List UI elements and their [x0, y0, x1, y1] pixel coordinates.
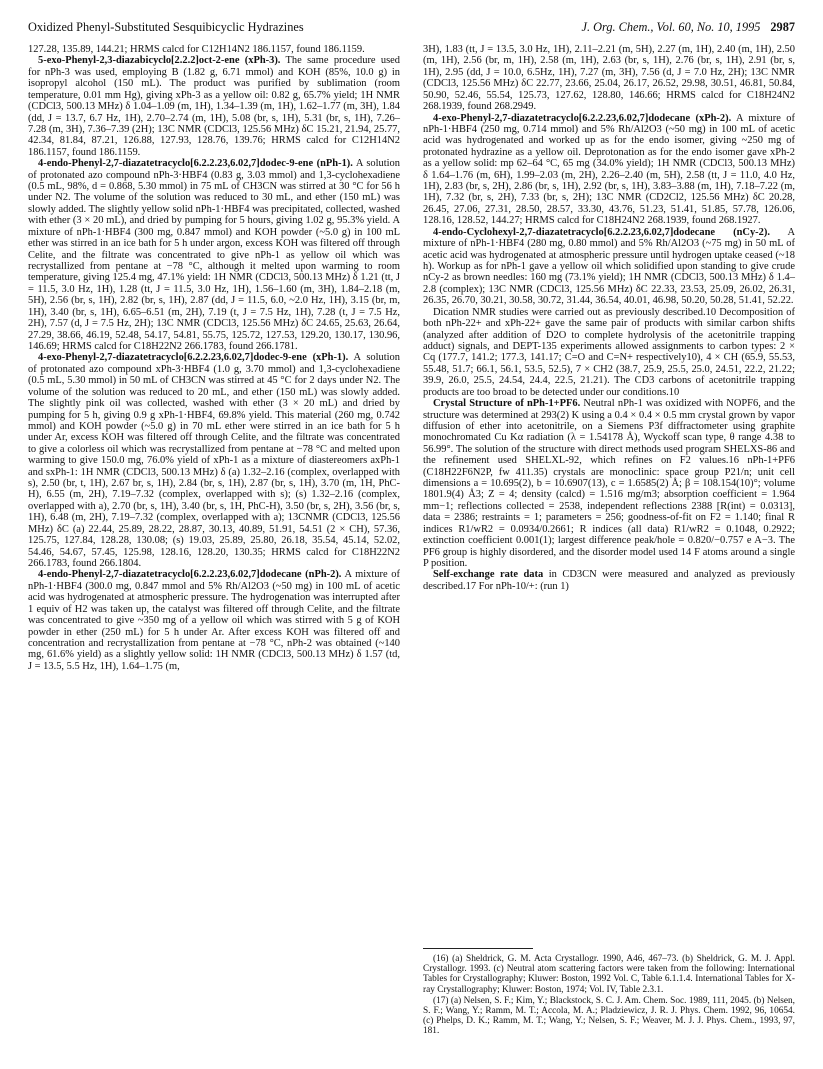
paragraph-heading: 4-endo-Phenyl-2,7-diazatetracyclo[6.2.2.23,6.02,7]dodecane (nPh-2).: [38, 569, 342, 581]
paragraph: [28, 55, 400, 158]
paragraph-text: 3H), 1.83 (tt, J = 13.5, 3.0 Hz, 1H), 2.11–2.21 (m, 5H), 2.27 (m, 1H), 2.40 (m, 1H), 2.50 (m, 1H), 2.56 (br, m, 1H), 2.58 (m, 1H), 2.63 (br, s, 1H), 2.76 (br, s, 1H), 2.91 (br, s, 1H), 2.95 (dd, J = 10.0, 6.5Hz, 1H), 7.27 (m, 3H), 7.56 (d, J = 7.0 Hz, 2H); 13C NMR (CDCl3, 125.56 MHz) δC 22.77, 23.66, 25.04, 26.17, 26.52, 29.98, 30.51, 46.81, 50.84, 50.90, 52.46, 55.54, 125.73, 127.62, 128.80, 146.66; HRMS calcd for C18H24N2 268.1939, found 268.2949.: [423, 44, 795, 113]
paragraph: [28, 158, 400, 352]
continued-paragraph: [423, 44, 795, 113]
paragraph-heading: 5-exo-Phenyl-2,3-diazabicyclo[2.2.2]oct-2-ene (xPh-3).: [38, 55, 281, 67]
journal-citation: [582, 20, 795, 35]
paragraph: [28, 569, 400, 672]
paragraph-text: A mixture of nPh-1·HBF4 (280 mg, 0.80 mmol) and 5% Rh/Al2O3 (~75 mg) in 50 mL of acetic acid was hydrogenated at atmospheric pressure until hydrogen uptake ceased (~18 h). Workup as for nPh-1 gave a yellow oil which solidified upon standing to give crude nCy-2 as brown needles: 160 mg (73.1% yield); 1H NMR (CDCl3, 500.13 MHz) δ 1.4–2.8 (complex); 13C NMR (CDCl3, 125.56 MHz) δC 22.33, 23.53, 25.09, 26.02, 26.31, 26.35, 26.70, 30.21, 30.58, 30.72, 31.44, 36.54, 40.01, 46.98, 50.20, 50.28, 51.41, 52.22.: [423, 226, 795, 307]
paragraph-text: A mixture of nPh-1·HBF4 (300.0 mg, 0.847 mmol and 5% Rh/Al2O3 (~50 mg) in 100 mL of acetic acid was hydrogenated at atmospheric pressure. The hydrogenation was interrupted after 1 equiv of H2 was taken up, the catalyst was filtered off through Celite, and the filtrate was concentrated to give ~350 mg of a yellow oil which was stirred with 5 g of KOH powder in ether (250 mL) for 5 h under Ar. After excess KOH was filtered off and concentration and recrystallization from pentane at −78 °C, nPh-2 was obtained (~140 mg, 61.6% yield) as a slightly yellow solid: 1H NMR (CDCl3, 500.13 MHz) δ 1.57 (td, J = 13.5, 5.5 Hz, 1H), 1.64–1.75 (m,: [28, 569, 400, 672]
paragraph: [423, 113, 795, 227]
paragraph: [28, 352, 400, 569]
paragraph-heading: Self-exchange rate data: [433, 569, 544, 581]
journal-name: J. Org. Chem., Vol. 60, No. 10, 1995: [581, 20, 761, 34]
footnote-rule: [423, 948, 533, 949]
paragraph-text: Neutral nPh-1 was oxidized with NOPF6, and the structure was determined at 293(2) K using a 0.4 × 0.4 × 0.5 mm crystal grown by vapor diffusion of ether into acetonitrile, on a Siemens P3f diffractometer using graphite monochromated Cu Kα radiation (λ = 1.54178 Å), Wyckoff scan type, θ range 4.38 to 56.99°. The solution of the structure with direct methods used program SHELXS-86 and the refinement used SHELXL-92, which refines on F2 values.16 nPh-1+PF6 (C18H22F6N2P, fw 411.35) crystals are monoclinic: space group P21/n; unit cell dimensions a = 10.695(2), b = 10.6907(13), c = 1.6585(2) Å; β = 108.154(10)°; volume 1801.9(4) Å3; Z = 4; density (calcd) = 1.516 mg/m3; absorption coefficient = 1.964 mm−1; reflections collected = 2538, independent reflections 2388 [R(int) = 0.0313], data = 2386; restraints = 1; parameters = 256; goodness-of-fit on F2 = 1.140; final R indices R1/wR2 = 0.0934/0.2661; R indices (all data) R1/wR2 = 0.1048, 0.2922; extinction coefficient 0.001(1); largest difference peak/hole = 0.820/−0.757 e A−3. The PF6 group is highly disordered, and the disorder model used 14 F atoms around a single P position.: [423, 398, 795, 569]
paragraph-heading: 4-endo-Phenyl-2,7-diazatetracyclo[6.2.2.23,6.02,7]dodec-9-ene (nPh-1).: [38, 158, 353, 170]
paragraph-heading: 4-exo-Phenyl-2,7-diazatetracyclo[6.2.2.23,6.02,7]dodecane (xPh-2).: [433, 112, 732, 124]
paragraph-text: Dication NMR studies were carried out as previously described.10 Decomposition of both nPh-22+ and xPh-22+ gave the same pair of products with similar carbon shifts (analyzed after addition of D2O to complete hydrolysis of the acetonitrile trapping adduct) signals, and DEPT-135 experiments allowed assignments to carbon types: 2 × Cq (177.7, 141.2; 177.3, 141.17; C=O and C=N+ respectively10), 4 × CH (65.9, 55.53, 55.48, 51.7; 66.1, 56.1, 53.5, 52.5), 7 × CH2 (38.7, 25.9, 25.5, 25.0, 24.51, 22.2, 21.22; 39.9, 26.0, 25.5, 24.54, 24.4, 22.5, 21.21). The CD3 carbons of acetonitrile trapping products are too broad to be detected under our conditions.10: [423, 306, 795, 398]
paragraph-text: A mixture of nPh-1·HBF4 (250 mg, 0.714 mmol) and 5% Rh/Al2O3 (~50 mg) in 100 mL of acetic acid was hydrogenated and worked up as for the endo isomer, giving ~250 mg of protonated hydrazine as a yellow oil. Deprotonation as for the endo isomer gave xPh-2 as a yellow solid: mp 62–64 °C, 65 mg (34.0% yield); 1H NMR (CDCl3, 500.13 MHz) δ 1.64–1.76 (m, 6H), 1.99–2.03 (m, 2H), 2.26–2.40 (m, 5H), 2.58 (tt, J = 11.0, 4.0 Hz, 1H), 2.83 (br, s, 2H), 2.86 (br, s, 1H), 2.92 (br, s, 1H), 3.83–3.88 (m, 1H), 7.18–7.22 (m, 1H), 7.32 (br, s, 2H), 7.33 (br, s, 2H); 13C NMR (CD2Cl2, 125.56 MHz) δC 20.28, 26.45, 27.06, 27.31, 28.50, 28.57, 33.30, 43.76, 51.23, 51.41, 51.85, 57.78, 126.06, 128.16, 128.52, 144.27; HRMS calcd for C18H24N2 268.1939, found 268.1927.: [423, 112, 795, 227]
paragraph: [423, 227, 795, 307]
paragraph-text: A solution of protonated azo compound xPh-3·HBF4 (1.0 g, 3.70 mmol) and 1,3-cyclohexadiene (0.5 mL, 5.30 mmol) in 50 mL of CH3CN was stirred at 45 °C for 2 days under N2. The volume of the solution was reduced to 20 mL, and ether (150 mL) was slowly added. The slightly pink oil was collected, washed with ether (3 × 20 mL) and dried by pumping for 5 h, giving 0.9 g xPh-1·HBF4, 69.8% yield. This material (260 mg, 0.742 mmol) and KOH powder (~5.0 g) in 70 mL ether were stirred in an ice bath for 5 h under Ar, excess KOH was filtered off through Celite, and the filtrate was concentrated to give a colorless oil which was recrystallized from pentane at −78 °C and melted upon warming to give 150.0 mg, 76.0% yield of xPh-1 as a mixture of diastereomers axPh-1 and sxPh-1: 1H NMR (CDCl3, 500.13 MHz) δ (a) 1.32–2.16 (complex, overlapped with s), 2.50 (br, t, 1H), 2.67 br, s, 1H), 2.84 (br, s, 1H), 2.87 (br, s, 1H), 3.70 (m, 1H, PhC-H), 6.55 (m, 2H), 7.19–7.32 (complex, overlapped with s); (s) 1.32–2.16 (complex, overlapped with a), 2.70 (br, s, 1H), 3.40 (br, s, 1H, PhC-H), 3.50 (br, s, 2H), 3.56 (br, s, 1H), 6.48 (m, 2H), 7.19–7.32 (complex, overlapped with a); 13CNMR (CDCl3, 125.56 MHz) δC (a) 22.44, 25.89, 28.22, 28.87, 30.13, 40.89, 51.91, 54.51 (2 × CH), 57.36, 125.75, 127.84, 128.28, 130.08; (s) 19.03, 25.89, 25.80, 26.18, 35.54, 45.14, 52.02, 54.46, 54.67, 57.45, 125.98, 128.16, 128.20, 130.35; HRMS calcd for C18H22N2 266.1783, found 266.1804.: [28, 352, 400, 569]
paragraph-text: in CD3CN were measured and analyzed as previously described.17 For nPh-10/+: (run 1): [423, 569, 796, 592]
footnote: (17) (a) Nelsen, S. F.; Kim, Y.; Blackstock, S. C. J. Am. Chem. Soc. 1989, 111, 2045. (b) Nelsen, S. F.; Wang, Y.; Ramm, M. T.; Accola, M. A.; Pladziewicz, J. R. J. Phys. Chem. 1992, 96, 10654. (c) Phelps, D. K.; Ramm, M. T.; Wang, Y.; Nelsen, S. F.; Weaver, M. J. J. Phys. Chem., 1993, 97, 181.: [423, 995, 795, 1037]
continued-paragraph: [28, 44, 400, 55]
right-column: [423, 44, 795, 592]
paragraph-text: The same procedure used for nPh-3 was used, employing B (1.82 g, 6.71 mmol) and KOH (85%, 10.0 g) in isopropyl alcohol (150 mL). The product was purified by sublimation (room temperature, 0.01 mm Hg), giving xPh-3 as a yellow oil: 0.82 g, 65.7% yield; 1H NMR (CDCl3, 500.13 MHz) δ 1.04–1.09 (m, 1H), 1.34–1.39 (m, 1H), 1.62–1.77 (m, 3H), 1.84 (dd, J = 13.7, 6.7 Hz, 1H), 2.70–2.74 (m, 1H), 5.08 (br, s, 1H), 5.31 (br, s, 1H), 7.26–7.28 (m, 3H), 7.36–7.39 (2H); 13C NMR (CDCl3, 125.56 MHz) δC 15.21, 21.94, 25.77, 42.34, 81.84, 87.21, 126.88, 127.93, 128.76, 139.76; HRMS calcd for C12H14N2 186.1157, found 186.1159.: [28, 55, 401, 158]
paragraph: [423, 307, 795, 398]
footnote: (16) (a) Sheldrick, G. M. Acta Crystallogr. 1990, A46, 467–73. (b) Sheldrick, G. M. J. Appl. Crystallogr. 1993. (c) Neutral atom scattering factors were taken from the following: International Tables for Crystallography; Kluwer: Boston, 1992 Vol. C, Table 6.1.1.4. International Tables for X-ray Crystallography; Kluwer: Boston, 1974; Vol. IV, Table 2.3.1.: [423, 954, 795, 995]
paragraph-heading: 4-exo-Phenyl-2,7-diazatetracyclo[6.2.2.23,6.02,7]dodec-9-ene (xPh-1).: [38, 352, 349, 364]
paragraph: [423, 569, 795, 592]
page-header: [28, 20, 795, 36]
footnotes: [423, 948, 795, 1038]
page-number: 2987: [770, 20, 795, 34]
running-title: Oxidized Phenyl-Substituted Sesquibicyclic Hydrazines: [28, 20, 304, 34]
paragraph-text: 127.28, 135.89, 144.21; HRMS calcd for C12H14N2 186.1157, found 186.1159.: [28, 44, 365, 55]
paragraph-heading: 4-endo-Cyclohexyl-2,7-diazatetracyclo[6.2.2.23,6.02,7]dodecane (nCy-2).: [433, 226, 770, 238]
paragraph: [423, 398, 795, 569]
paragraph-heading: Crystal Structure of nPh-1+PF6.: [433, 398, 581, 410]
paragraph-text: A solution of protonated azo compound nPh-3·HBF4 (0.83 g, 3.03 mmol) and 1,3-cyclohexadiene (0.5 mL, 98%, d = 0.868, 5.30 mmol) in 75 mL of CH3CN was stirred at 30 °C for 56 h under N2. The volume of the solution was reduced to 30 mL, and ether (150 mL) was slowly added. The slightly yellow solid nPh-1·HBF4 was precipitated, collected, washed with ether (3 × 20 mL), and dried by pumping for 5 hours, giving 1.02 g, 95.3% yield. A mixture of nPh-1·HBF4 (300 mg, 0.847 mmol) and KOH powder (~5.0 g) in 100 mL ether was stirred in an ice bath for 5 h under argon, excess KOH was filtered off through Celite, and the filtrate was concentrated to give nPh-1 as yellow oil which was recrystallized from pentane at −78 °C, although it melted upon warming to room temperature, giving 125.4 mg, 47.1% yield: 1H NMR (CDCl3, 500.13 MHz) δ 1.21 (tt, J = 11.5, 3.0 Hz, 1H), 1.28 (tt, J = 11.5, 3.0 Hz, 1H), 1.56–1.60 (m, 3H), 1.84–2.18 (m, 5H), 2.56 (br, s, 1H), 2.82 (br, s, 1H), 2.87 (dd, J = 11.5, 6.0, ~2.0 Hz, 1H), 3.15 (br, m, 1H), 3.40 (br, s, 1H), 6.65–6.51 (m, 2H), 7.19 (t, J = 7.5 Hz, 1H), 7.28 (t, J = 7.5 Hz, 2H), 7.57 (d, J = 7.5 Hz, 2H); 13C NMR (CDCl3, 125.56 MHz) δC 24.65, 25.63, 26.64, 27.29, 38.66, 46.19, 52.48, 54.17, 54.81, 55.75, 125.72, 127.53, 129.20, 130.17, 130.96, 146.69; HRMS calcd for C18H22N2 266.1783, found 266.1781.: [28, 158, 400, 352]
left-column: [28, 44, 400, 672]
